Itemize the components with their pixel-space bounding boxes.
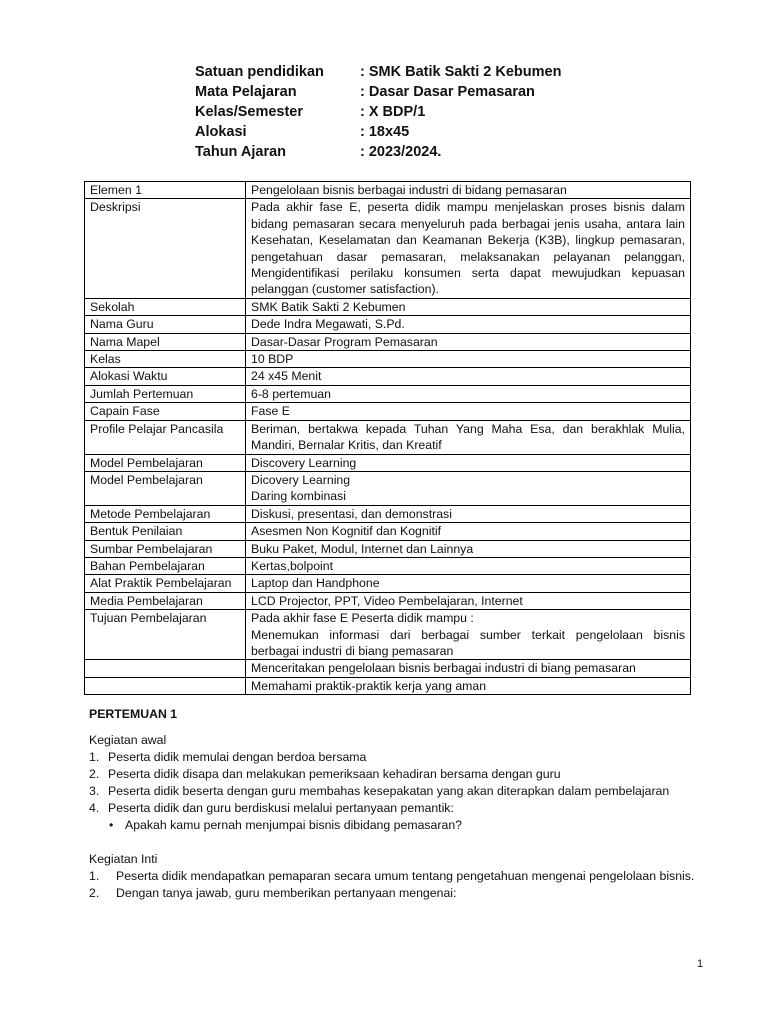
bullet-icon: • [109, 818, 114, 832]
row-value [246, 471, 691, 505]
row-label: Elemen 1 [85, 182, 246, 199]
row-value: LCD Projector, PPT, Video Pembelajaran, Internet [246, 592, 691, 609]
list-item [89, 749, 703, 766]
lesson-body [89, 706, 703, 902]
kegiatan-inti-list [89, 868, 703, 902]
list-item [89, 800, 703, 817]
list-number: 2. [89, 767, 100, 781]
row-label: Bentuk Penilaian [85, 523, 246, 540]
page-number: 1 [697, 958, 704, 970]
table-row [85, 420, 691, 454]
row-label: Alokasi Waktu [85, 368, 246, 385]
list-text: Peserta didik disapa dan melakukan pemeriksaan kehadiran bersama dengan guru [108, 767, 561, 781]
list-item [89, 766, 703, 783]
row-label: Media Pembelajaran [85, 592, 246, 609]
table-row [85, 540, 691, 557]
info-table [84, 181, 691, 695]
bullet-text: Apakah kamu pernah menjumpai bisnis dibidang pemasaran? [125, 818, 463, 832]
row-label [85, 677, 246, 694]
document-header [195, 62, 561, 162]
table-row [85, 610, 691, 660]
table-row [85, 505, 691, 522]
row-label: Model Pembelajaran [85, 454, 246, 471]
header-value: : 2023/2024. [360, 144, 442, 160]
row-value: Fase E [246, 403, 691, 420]
list-item [89, 868, 703, 885]
header-row-mapel [195, 82, 561, 102]
row-label: Capain Fase [85, 403, 246, 420]
header-label: Mata Pelajaran [195, 84, 297, 100]
row-value: Menceritakan pengelolaan bisnis berbagai industri di biang pemasaran [246, 660, 691, 677]
row-label: Alat Praktik Pembelajaran [85, 575, 246, 592]
row-value: Laptop dan Handphone [246, 575, 691, 592]
row-value: Asesmen Non Kognitif dan Kognitif [246, 523, 691, 540]
table-row [85, 403, 691, 420]
header-value: : SMK Batik Sakti 2 Kebumen [360, 64, 562, 80]
row-label: Nama Mapel [85, 333, 246, 350]
bullet-item [89, 817, 703, 834]
table-row [85, 471, 691, 505]
list-number: 2. [89, 886, 100, 900]
row-label: Sekolah [85, 298, 246, 315]
kegiatan-inti-title: Kegiatan Inti [89, 852, 158, 866]
row-label: Sumbar Pembelajaran [85, 540, 246, 557]
header-label: Tahun Ajaran [195, 144, 287, 160]
row-label: Profile Pelajar Pancasila [85, 420, 246, 454]
table-row [85, 660, 691, 677]
row-value: Pada akhir fase E, peserta didik mampu menjelaskan proses bisnis dalam bidang pemasaran secara menyeluruh pada berbagai jenis usaha, antara lain Kesehatan, Keselamatan dan Keamanan Bekerja (K3B), lingkup pemasaran, pengetahuan dasar pemasaran, melaksanakan pelayanan pelanggan, Mengidentifikasi perilaku konsumen serta dapat mewujudkan kepuasan pelanggan (customer satisfaction). [246, 199, 691, 298]
row-value: Kertas,bolpoint [246, 557, 691, 574]
row-value: Dede Indra Megawati, S.Pd. [246, 316, 691, 333]
row-value: Pengelolaan bisnis berbagai industri di bidang pemasaran [246, 182, 691, 199]
row-value: SMK Batik Sakti 2 Kebumen [246, 298, 691, 315]
row-value-line: Menemukan informasi dari berbagai sumber terkait pengelolaan bisnis berbagai industri di biang pemasaran [251, 627, 685, 658]
table-row [85, 316, 691, 333]
header-label: Satuan pendidikan [195, 64, 324, 80]
table-row [85, 298, 691, 315]
table-row [85, 182, 691, 199]
row-label: Deskripsi [85, 199, 246, 298]
row-label: Tujuan Pembelajaran [85, 610, 246, 660]
list-number: 1. [89, 869, 100, 883]
table-row [85, 454, 691, 471]
header-row-alokasi [195, 122, 561, 142]
list-text: Peserta didik dan guru berdiskusi melalui pertanyaan pemantik: [108, 801, 454, 815]
list-text: Peserta didik mendapatkan pemaparan secara umum tentang pengetahuan mengenai pengelolaan bisnis. [116, 869, 695, 883]
table-row [85, 368, 691, 385]
list-text: Peserta didik memulai dengan berdoa bersama [108, 750, 367, 764]
table-row [85, 575, 691, 592]
row-label: Nama Guru [85, 316, 246, 333]
row-value-line: Pada akhir fase E Peserta didik mampu : [251, 611, 474, 626]
list-item [89, 885, 703, 902]
row-value: Diskusi, presentasi, dan demonstrasi [246, 505, 691, 522]
header-row-kelas [195, 102, 561, 122]
row-label: Kelas [85, 351, 246, 368]
table-row [85, 557, 691, 574]
header-row-tahun [195, 142, 561, 162]
table-row [85, 333, 691, 350]
pemantik-bullets [89, 817, 703, 834]
list-text: Dengan tanya jawab, guru memberikan pertanyaan mengenai: [116, 886, 457, 900]
kegiatan-awal-list [89, 749, 703, 817]
row-value: Buku Paket, Modul, Internet dan Lainnya [246, 540, 691, 557]
row-value-line: Daring kombinasi [251, 489, 347, 504]
row-value: Dasar-Dasar Program Pemasaran [246, 333, 691, 350]
header-value: : Dasar Dasar Pemasaran [360, 84, 535, 100]
table-row [85, 592, 691, 609]
row-value [246, 610, 691, 660]
table-row [85, 199, 691, 298]
table-row [85, 523, 691, 540]
row-value-line: Dicovery Learning [251, 472, 351, 487]
row-value: Beriman, bertakwa kepada Tuhan Yang Maha Esa, dan berakhlak Mulia, Mandiri, Bernalar Kritis, dan Kreatif [246, 420, 691, 454]
row-label: Metode Pembelajaran [85, 505, 246, 522]
list-number: 1. [89, 750, 100, 764]
row-value: Discovery Learning [246, 454, 691, 471]
list-text: Peserta didik beserta dengan guru membahas kesepakatan yang akan diterapkan dalam pembelajaran [108, 784, 670, 798]
table-row [85, 351, 691, 368]
header-label: Alokasi [195, 124, 247, 140]
row-value: 6-8 pertemuan [246, 385, 691, 402]
table-row [85, 677, 691, 694]
header-row-satuan [195, 62, 561, 82]
row-value: 10 BDP [246, 351, 691, 368]
row-label: Bahan Pembelajaran [85, 557, 246, 574]
section-heading: PERTEMUAN 1 [89, 707, 178, 721]
list-item [89, 783, 703, 800]
row-label [85, 660, 246, 677]
spacer [89, 834, 703, 851]
header-value: : X BDP/1 [360, 104, 426, 120]
table-row [85, 385, 691, 402]
row-label: Jumlah Pertemuan [85, 385, 246, 402]
row-value: Memahami praktik-praktik kerja yang aman [246, 677, 691, 694]
list-number: 4. [89, 801, 100, 815]
kegiatan-awal-title: Kegiatan awal [89, 733, 167, 747]
row-value: 24 x45 Menit [246, 368, 691, 385]
header-label: Kelas/Semester [195, 104, 304, 120]
row-label: Model Pembelajaran [85, 471, 246, 505]
header-value: : 18x45 [360, 124, 410, 140]
list-number: 3. [89, 784, 100, 798]
